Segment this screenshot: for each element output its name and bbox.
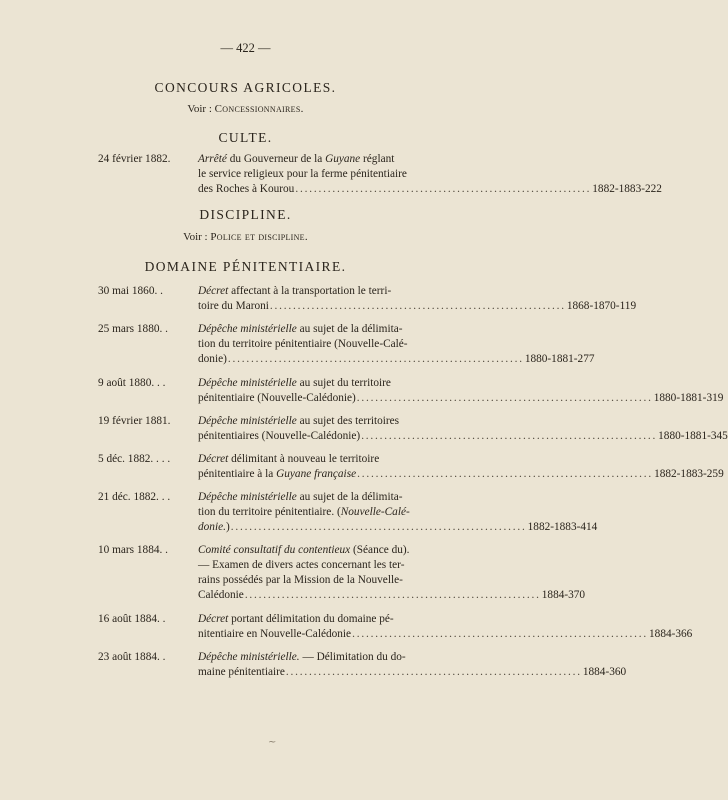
entry-text-line: Dépêche ministérielle au sujet de la délimita-: [198, 323, 403, 335]
entry-date: 23 août 1884. .: [98, 651, 166, 663]
entry-reference: 1880-1881-277: [524, 353, 595, 365]
page-number: — 422 —: [220, 41, 271, 55]
act-type: Dépêche ministérielle: [198, 415, 297, 427]
entry-text-line: Arrêté du Gouverneur de la Guyane réglant: [198, 153, 395, 165]
act-type: Décret: [198, 613, 229, 625]
entry-text-line: Comité consultatif du contentieux (Séance du).: [198, 544, 410, 556]
entry-final-line: donie.) ................................................................ 1882-1883-414: [198, 521, 598, 533]
entry-reference: 1884-360: [582, 666, 627, 678]
act-type: Dépêche ministérielle.: [198, 651, 300, 663]
entry-reference: 1882-1883-222: [592, 183, 662, 195]
dot-leader: ................................................................: [356, 392, 653, 404]
entry-date: 9 août 1880. . .: [98, 377, 166, 389]
entry-final-line: donie) ................................................................ 1880-1881-277: [198, 353, 595, 365]
entry-reference: 1868-1870-119: [566, 300, 637, 312]
dot-leader: ................................................................: [352, 628, 649, 640]
act-type: Décret: [198, 453, 229, 465]
entry-reference: 1882-1883-414: [527, 521, 598, 533]
entry-text-line: rains possédés par la Mission de la Nouvelle-: [198, 574, 403, 586]
entry-text-line: Dépêche ministérielle au sujet des territoires: [198, 415, 400, 427]
entry-final-line: des Roches à Kourou ................................................................ 1882-1883-222: [198, 183, 662, 195]
entry-text-line: le service religieux pour la ferme pénitentiaire: [198, 168, 407, 180]
entry-date: 5 déc. 1882. . . .: [98, 453, 171, 465]
act-type: Dépêche ministérielle: [198, 323, 297, 335]
act-type: Dépêche ministérielle: [198, 377, 297, 389]
see-also-target: Concessionnaires.: [214, 103, 304, 115]
entry-reference: 1880-1881-345: [658, 430, 728, 442]
act-type: Dépêche ministérielle: [198, 491, 297, 503]
entry-reference: 1884-366: [649, 628, 693, 640]
dot-leader: ................................................................: [227, 353, 524, 365]
act-type: Décret: [198, 285, 229, 297]
dot-leader: ................................................................: [361, 430, 658, 442]
entry-date: 25 mars 1880. .: [98, 323, 168, 335]
entry-date: 21 déc. 1882. . .: [98, 491, 171, 503]
see-also-prefix: Voir :: [187, 103, 215, 115]
section-heading-culte: CULTE.: [218, 130, 273, 145]
entry-final-line: toire du Maroni ................................................................ 1868-1870-119: [198, 300, 637, 312]
entry-reference: 1880-1881-319: [653, 392, 724, 404]
entry-date: 30 mai 1860. .: [98, 285, 163, 297]
dot-leader: ................................................................: [269, 300, 566, 312]
dot-leader: ................................................................: [244, 589, 541, 601]
footer-mark: ~: [268, 737, 277, 748]
section-heading-concours: CONCOURS AGRICOLES.: [154, 80, 337, 95]
entry-final-line: pénitentiaire à la Guyane française ................................................................ 1882-1883-259: [198, 468, 724, 480]
section-heading-domaine: DOMAINE PÉNITENTIAIRE.: [144, 259, 347, 274]
entry-text-line: Dépêche ministérielle au sujet de la délimita-: [198, 491, 403, 503]
entry-final-line: Calédonie ................................................................ 1884-370: [198, 589, 586, 601]
entry-date: 24 février 1882.: [98, 153, 171, 165]
dot-leader: ................................................................: [357, 468, 654, 480]
entry-reference: 1884-370: [541, 589, 586, 601]
entry-text-line: — Examen de divers actes concernant les ter-: [198, 559, 405, 571]
entry-text-line: Décret délimitant à nouveau le territoire: [198, 453, 380, 465]
see-also-discipline: [0, 231, 491, 243]
dot-leader: ................................................................: [295, 183, 592, 195]
entry-text-line: Dépêche ministérielle. — Délimitation du do-: [198, 651, 406, 663]
see-also-prefix: Voir :: [183, 231, 211, 243]
entry-final-line: pénitentiaire (Nouvelle-Calédonie) ................................................................ 1880-1881-319: [198, 392, 724, 404]
entry-text-line: tion du territoire pénitentiaire. (Nouvelle-Calé-: [198, 506, 410, 518]
act-type: Arrêté: [198, 153, 227, 165]
entry-final-line: maine pénitentiaire ................................................................ 1884-360: [198, 666, 627, 678]
section-heading-discipline: DISCIPLINE.: [199, 207, 292, 222]
entry-final-line: nitentiaire en Nouvelle-Calédonie ................................................................ 1884-366: [198, 628, 693, 640]
entry-text-line: Décret affectant à la transportation le terri-: [198, 285, 392, 297]
see-also-target: Police et discipline.: [210, 231, 308, 243]
entry-text-line: tion du territoire pénitentiaire (Nouvelle-Calé-: [198, 338, 408, 350]
entry-reference: 1882-1883-259: [654, 468, 724, 480]
entry-date: 10 mars 1884. .: [98, 544, 168, 556]
entry-date: 16 août 1884. .: [98, 613, 166, 625]
entry-final-line: pénitentiaires (Nouvelle-Calédonie) ................................................................ 1880-1881-345: [198, 430, 728, 442]
dot-leader: ................................................................: [285, 666, 582, 678]
act-type: Comité consultatif du contentieux: [198, 544, 351, 556]
see-also-concours: [0, 103, 491, 115]
entry-date: 19 février 1881.: [98, 415, 171, 427]
entry-text-line: Décret portant délimitation du domaine pé-: [198, 613, 394, 625]
dot-leader: ................................................................: [230, 521, 527, 533]
entry-text-line: Dépêche ministérielle au sujet du territoire: [198, 377, 391, 389]
